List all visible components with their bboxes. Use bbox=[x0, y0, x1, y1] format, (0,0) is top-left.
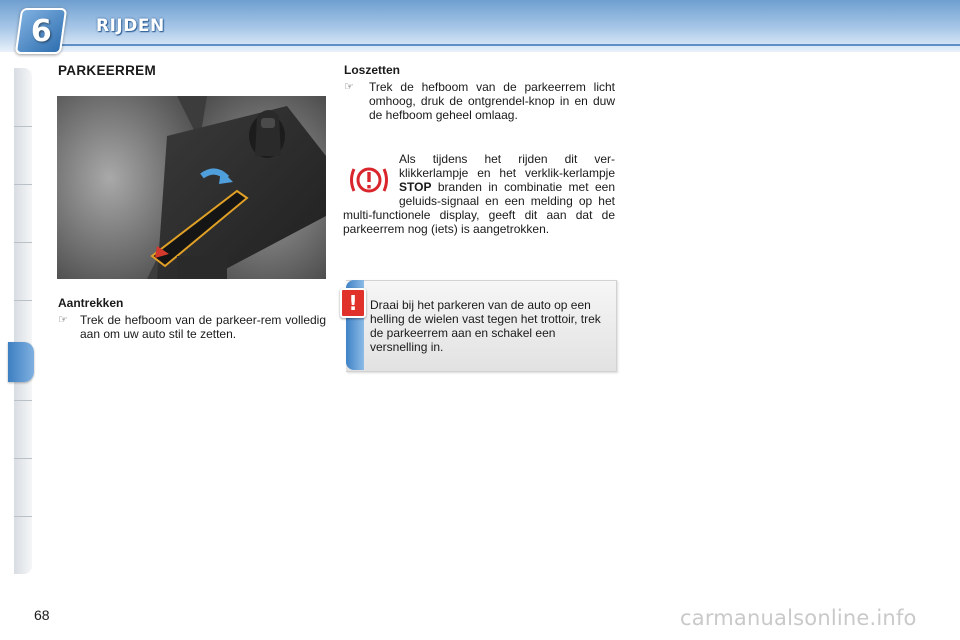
header-divider bbox=[60, 44, 960, 46]
chapter-number: 6 bbox=[30, 13, 52, 49]
side-tab-divider bbox=[14, 516, 32, 517]
stop-word: STOP bbox=[399, 180, 432, 194]
exclamation-icon: ! bbox=[340, 288, 366, 318]
warning-text-after: branden in combinatie met een geluids-signaal en een melding op het multi-functionele display, geeft dit aan dat de parkeerrem nog (iets) is aangetrokken. bbox=[343, 180, 615, 236]
pointing-hand-icon: ☞ bbox=[344, 81, 354, 93]
side-tab-active-chapter[interactable] bbox=[8, 342, 34, 382]
side-tab-divider bbox=[14, 400, 32, 401]
side-tab-divider bbox=[14, 242, 32, 243]
warning-paragraph bbox=[343, 152, 615, 236]
side-tab-divider bbox=[14, 126, 32, 127]
chapter-badge bbox=[15, 8, 67, 54]
side-tab-divider bbox=[14, 184, 32, 185]
chapter-side-tabs bbox=[14, 68, 32, 574]
side-tab-divider bbox=[14, 458, 32, 459]
parking-brake-photo bbox=[57, 96, 326, 279]
chapter-title: RIJDEN bbox=[96, 16, 165, 36]
page-number: 68 bbox=[34, 607, 50, 623]
icon-spacer bbox=[343, 152, 399, 208]
watermark: carmanualsonline.info bbox=[680, 606, 917, 630]
release-text: Trek de hefboom van de parkeerrem licht omhoog, druk de ontgrendel-knop in en duw de hefboom geheel omlaag. bbox=[369, 80, 615, 122]
release-heading: Loszetten bbox=[344, 63, 401, 77]
release-instruction bbox=[344, 80, 615, 122]
section-title: PARKEERREM bbox=[58, 63, 157, 78]
apply-heading: Aantrekken bbox=[58, 296, 124, 310]
notice-text: Draai bij het parkeren van de auto op een helling de wielen vast tegen het trottoir, trek de parkeerrem aan en schakel een versnelling in. bbox=[370, 298, 601, 354]
side-tab-divider bbox=[14, 300, 32, 301]
pointing-hand-icon: ☞ bbox=[58, 314, 68, 326]
apply-text: Trek de hefboom van de parkeer-rem volledig aan om uw auto stil te zetten. bbox=[80, 313, 326, 341]
apply-instruction bbox=[58, 313, 326, 341]
warning-text-before: Als tijdens het rijden dit ver-klikkerlampje en het verklik-kerlampje bbox=[399, 152, 615, 180]
